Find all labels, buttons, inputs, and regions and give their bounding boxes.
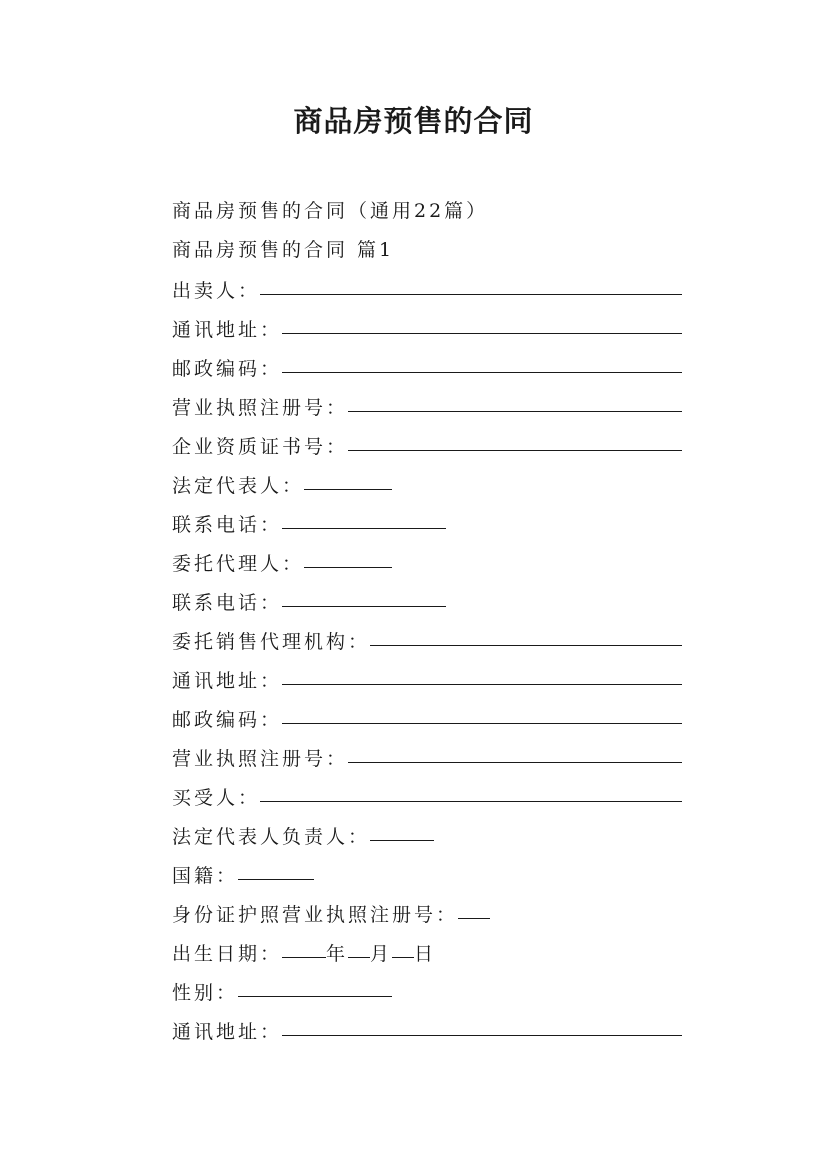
field-label: 邮政编码：	[172, 358, 283, 380]
document-body	[172, 192, 682, 1050]
field-blank[interactable]	[304, 463, 392, 490]
field-label: 出卖人：	[172, 280, 261, 302]
field-phone	[172, 504, 682, 543]
field-blank[interactable]	[238, 970, 392, 997]
field-seller	[172, 270, 682, 309]
field-nationality	[172, 855, 682, 894]
field-business-license	[172, 387, 682, 426]
field-blank[interactable]	[260, 268, 682, 295]
field-label: 联系电话：	[172, 592, 283, 614]
field-sales-agency	[172, 621, 682, 660]
field-birth-date	[172, 933, 682, 972]
field-address-2	[172, 660, 682, 699]
field-blank[interactable]	[370, 814, 434, 841]
field-blank[interactable]	[282, 580, 446, 607]
field-postcode	[172, 348, 682, 387]
field-phone-2	[172, 582, 682, 621]
field-buyer	[172, 777, 682, 816]
section-heading-line	[172, 231, 682, 270]
field-blank[interactable]	[282, 346, 682, 373]
field-address-3	[172, 1011, 682, 1050]
field-label: 性别：	[172, 982, 239, 1004]
field-gender	[172, 972, 682, 1011]
field-blank[interactable]	[458, 892, 490, 919]
field-label: 身份证护照营业执照注册号：	[172, 904, 459, 926]
field-blank[interactable]	[304, 541, 392, 568]
field-blank[interactable]	[238, 853, 314, 880]
field-label: 营业执照注册号：	[172, 397, 349, 419]
section-heading: 商品房预售的合同 篇1	[172, 239, 395, 261]
field-postcode-2	[172, 699, 682, 738]
field-label: 法定代表人：	[172, 475, 305, 497]
field-business-license-2	[172, 738, 682, 777]
field-label: 委托代理人：	[172, 553, 305, 575]
field-blank[interactable]	[348, 424, 682, 451]
field-label: 买受人：	[172, 787, 261, 809]
field-blank[interactable]	[348, 736, 682, 763]
field-label: 营业执照注册号：	[172, 748, 349, 770]
field-qualification	[172, 426, 682, 465]
field-label: 委托销售代理机构：	[172, 631, 371, 653]
field-legal-rep	[172, 465, 682, 504]
field-blank[interactable]	[282, 307, 682, 334]
field-blank[interactable]	[370, 619, 682, 646]
field-label: 通讯地址：	[172, 319, 283, 341]
field-legal-rep-principal	[172, 816, 682, 855]
birth-month-blank[interactable]	[348, 931, 370, 958]
birth-day-blank[interactable]	[392, 931, 414, 958]
month-unit: 月	[370, 943, 393, 965]
subtitle-line	[172, 192, 682, 231]
field-id-number	[172, 894, 682, 933]
field-label: 邮政编码：	[172, 709, 283, 731]
birth-year-blank[interactable]	[282, 931, 326, 958]
field-blank[interactable]	[282, 697, 682, 724]
field-blank[interactable]	[282, 502, 446, 529]
field-label: 企业资质证书号：	[172, 436, 349, 458]
field-blank[interactable]	[260, 775, 682, 802]
field-blank[interactable]	[282, 1009, 682, 1036]
field-label: 法定代表人负责人：	[172, 826, 371, 848]
field-label: 出生日期：	[172, 943, 283, 965]
document-title: 商品房预售的合同	[293, 104, 534, 138]
field-label: 联系电话：	[172, 514, 283, 536]
field-address	[172, 309, 682, 348]
year-unit: 年	[326, 943, 349, 965]
document-subtitle: 商品房预售的合同（通用22篇）	[172, 200, 489, 222]
day-unit: 日	[414, 943, 437, 965]
field-blank[interactable]	[348, 385, 682, 412]
field-label: 通讯地址：	[172, 670, 283, 692]
field-blank[interactable]	[282, 658, 682, 685]
field-label: 国籍：	[172, 865, 239, 887]
field-agent	[172, 543, 682, 582]
field-label: 通讯地址：	[172, 1021, 283, 1043]
